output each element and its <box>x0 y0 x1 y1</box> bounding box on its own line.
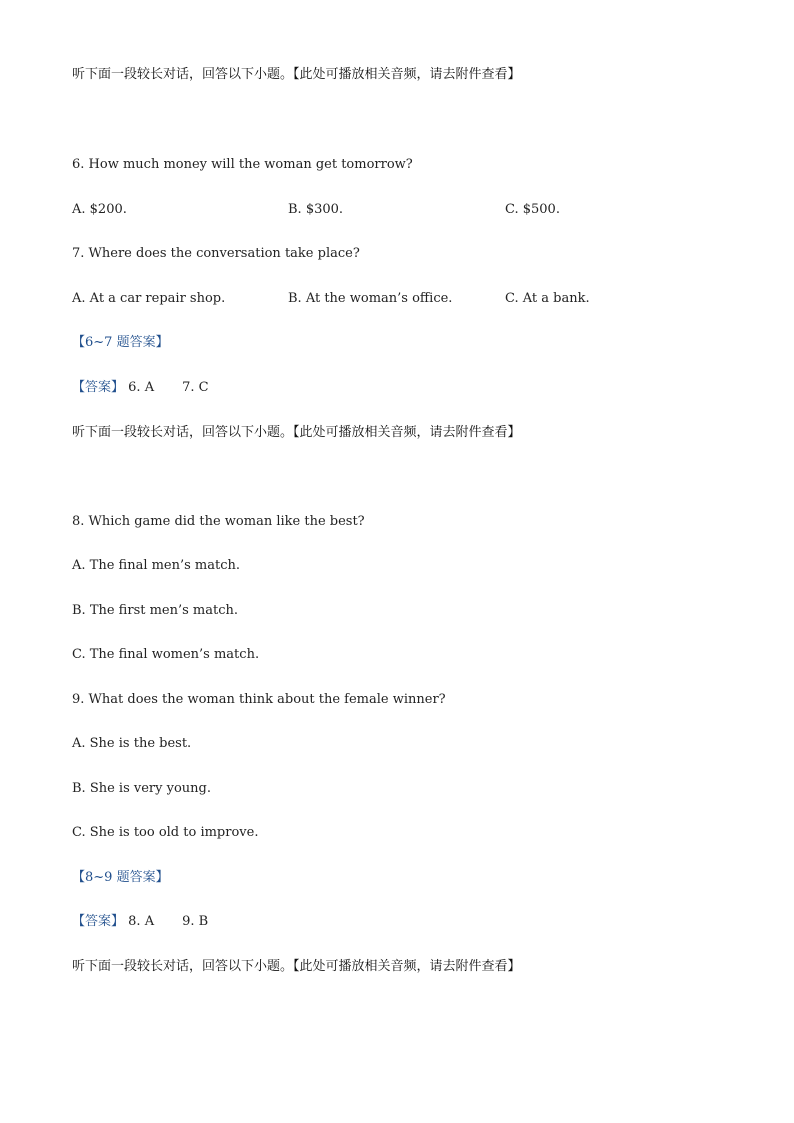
question-7-option-c: C. At a bank. <box>505 291 590 306</box>
question-9-option-a: A. She is the best. <box>72 736 192 751</box>
answer-6: 6. A <box>128 380 155 395</box>
answer-9: 9. B <box>182 914 209 929</box>
question-6-option-b: B. $300. <box>288 202 344 217</box>
question-8-option-c: C. The final women’s match. <box>72 647 260 662</box>
answer-label: 【答案】 <box>72 380 125 395</box>
question-8-stem: 8. Which game did the woman like the best? <box>72 514 365 529</box>
section-1-instruction: 听下面一段较长对话，回答以下小题。【此处可播放相关音频，请去附件查看】 <box>72 67 521 82</box>
answer-8: 8. A <box>128 914 155 929</box>
question-8-option-a: A. The final men’s match. <box>72 558 241 573</box>
question-9-option-b: B. She is very young. <box>72 781 211 796</box>
answer-line-6-7 <box>72 380 209 396</box>
section-2-instruction: 听下面一段较长对话，回答以下小题。【此处可播放相关音频，请去附件查看】 <box>72 425 521 440</box>
answer-line-8-9 <box>72 914 208 930</box>
question-6-option-a: A. $200. <box>72 202 127 217</box>
question-8-option-b: B. The first men’s match. <box>72 603 239 618</box>
question-6-option-c: C. $500. <box>505 202 560 217</box>
question-7-stem: 7. Where does the conversation take place? <box>72 246 360 261</box>
question-9-option-c: C. She is too old to improve. <box>72 825 259 840</box>
answer-label: 【答案】 <box>72 914 125 929</box>
answer-heading-6-7: 【6~7 题答案】 <box>72 335 169 350</box>
answer-heading-8-9: 【8~9 题答案】 <box>72 870 169 885</box>
section-3-instruction: 听下面一段较长对话，回答以下小题。【此处可播放相关音频，请去附件查看】 <box>72 959 521 974</box>
answer-7: 7. C <box>182 380 209 395</box>
question-9-stem: 9. What does the woman think about the female winner? <box>72 692 446 707</box>
question-6-stem: 6. How much money will the woman get tomorrow? <box>72 157 413 172</box>
question-7-option-b: B. At the woman’s office. <box>288 291 453 306</box>
question-7-option-a: A. At a car repair shop. <box>72 291 226 306</box>
